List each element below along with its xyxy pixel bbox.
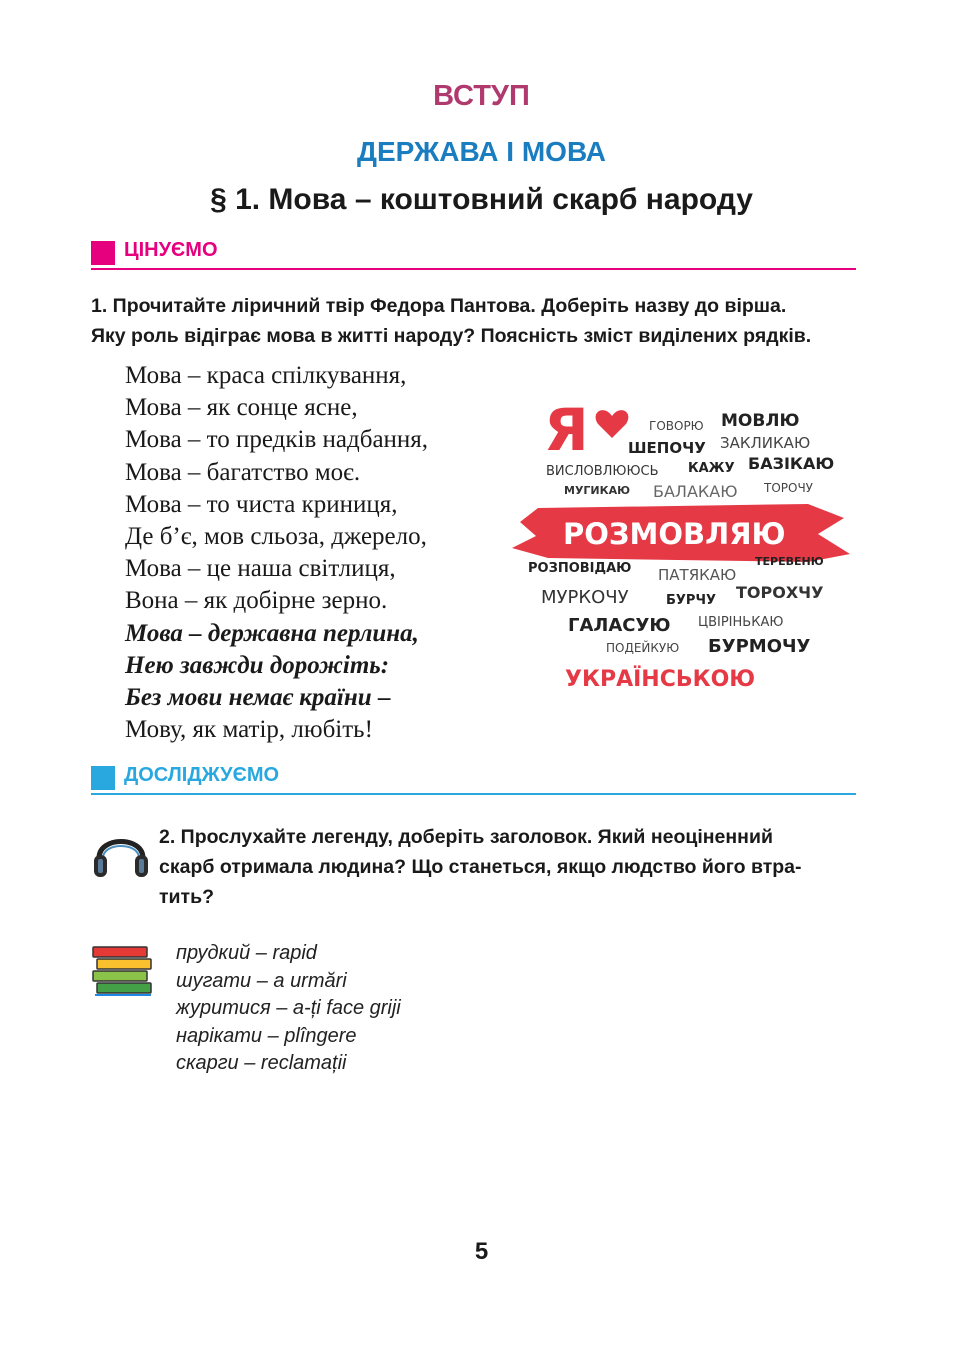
rubric-divider <box>91 268 856 270</box>
glossary-item: скарги – reclamații <box>176 1052 347 1074</box>
cloud-word: ЦВІРІНЬКАЮ <box>698 615 784 630</box>
cloud-word: БУРЧУ <box>666 593 716 608</box>
rubric-square <box>91 766 115 790</box>
paragraph-title: § 1. Мова – коштовний скарб народу <box>210 183 753 216</box>
poem-emphasized-row <box>125 682 428 714</box>
task-2-line: 2. Прослухайте легенду, доберіть заголовок. Який неоціненний <box>159 826 773 848</box>
cloud-word: ГАЛАСУЮ <box>568 615 671 636</box>
poem-line: Мова – то чиста криниця, <box>125 490 398 518</box>
cloud-word: ВИСЛОВЛЮЮСЬ <box>546 464 659 479</box>
section-title: ДЕРЖАВА І МОВА <box>357 136 606 167</box>
glossary-item: шугати – a urmări <box>176 969 347 992</box>
glossary-item: журитися – a-ți face griji <box>176 997 401 1019</box>
cloud-word: КАЖУ <box>688 461 735 476</box>
poem-emphasized-line: Мова – державна перлина, <box>125 619 419 647</box>
cloud-word: ТОРОЧУ <box>764 481 813 495</box>
task-1-line: Яку роль відіграє мова в житті народу? Поясність зміст виділених рядків. <box>91 325 812 347</box>
cloud-word: МОВЛЮ <box>721 411 800 431</box>
task-1 <box>91 291 811 351</box>
task-2 <box>159 822 856 912</box>
task-1-line: 1. Прочитайте ліричний твір Федора Пантова. Доберіть назву до вірша. <box>91 295 787 317</box>
cloud-word: БАЗІКАЮ <box>748 454 835 473</box>
poem-line: Мова – то предків надбання, <box>125 426 429 454</box>
heart-icon <box>596 410 629 438</box>
part-title: ВСТУП <box>433 80 530 112</box>
poem-line: Де б’є, мов сльоза, джерело, <box>125 523 427 551</box>
cloud-word: БУРМОЧУ <box>708 636 811 657</box>
cloud-word: ПОДЕЙКУЮ <box>606 641 680 655</box>
word-ya: Я <box>544 396 589 464</box>
rubric-label: ЦІНУЄМО <box>124 239 218 261</box>
cloud-word: ТЕРЕВЕНЮ <box>755 555 824 568</box>
word-cloud-illustration <box>508 368 854 704</box>
poem-emphasized-line: Нею завжди дорожіть: <box>125 651 390 679</box>
poem-line: Мова – багатство моє. <box>125 458 361 486</box>
poem <box>125 360 428 746</box>
word-cloud-svg <box>508 368 854 704</box>
glossary <box>176 940 401 1078</box>
poem-line: Вона – як добірне зерно. <box>125 587 388 615</box>
cloud-word: ШЕПОЧУ <box>628 439 706 457</box>
cloud-word: ТОРОХЧУ <box>736 583 824 602</box>
cloud-word: ЗАКЛИКАЮ <box>720 434 811 452</box>
cloud-word: БАЛАКАЮ <box>653 482 738 501</box>
cloud-word: МУГИКАЮ <box>564 484 631 497</box>
cloud-word: МУРКОЧУ <box>541 587 629 608</box>
poem-line: Мова – це наша світлиця, <box>125 555 396 583</box>
poem-line: Мову, як матір, любіть! <box>125 716 373 744</box>
cloud-word-main: РОЗМОВЛЯЮ <box>563 517 786 551</box>
poem-dash: – <box>371 684 391 712</box>
glossary-item: нарікати – plîngere <box>176 1024 357 1047</box>
rubric-divider <box>91 793 856 795</box>
poem-line: Мова – як сонце ясне, <box>125 394 358 422</box>
cloud-word: ГОВОРЮ <box>649 419 704 433</box>
rubric-explore <box>91 761 856 795</box>
cloud-word: РОЗПОВІДАЮ <box>528 561 632 576</box>
task-2-line: тить? <box>159 886 214 908</box>
glossary-item: прудкий – rapid <box>176 942 317 964</box>
task-2-line: скарб отримала людина? Що станеться, якщо людство його втра- <box>159 856 802 878</box>
rubric-square <box>91 241 115 265</box>
page-number: 5 <box>474 1238 489 1265</box>
cloud-word-accent: УКРАЇНСЬКОЮ <box>565 667 756 692</box>
poem-line: Мова – краса спілкування, <box>125 362 407 389</box>
rubric-value <box>91 236 856 270</box>
rubric-label: ДОСЛІДЖУЄМО <box>124 764 280 786</box>
cloud-word: ПАТЯКАЮ <box>658 566 737 584</box>
poem-emphasized-line: Без мови немає країни <box>125 684 372 712</box>
books-icon <box>91 945 153 997</box>
headphones-icon <box>91 822 151 882</box>
